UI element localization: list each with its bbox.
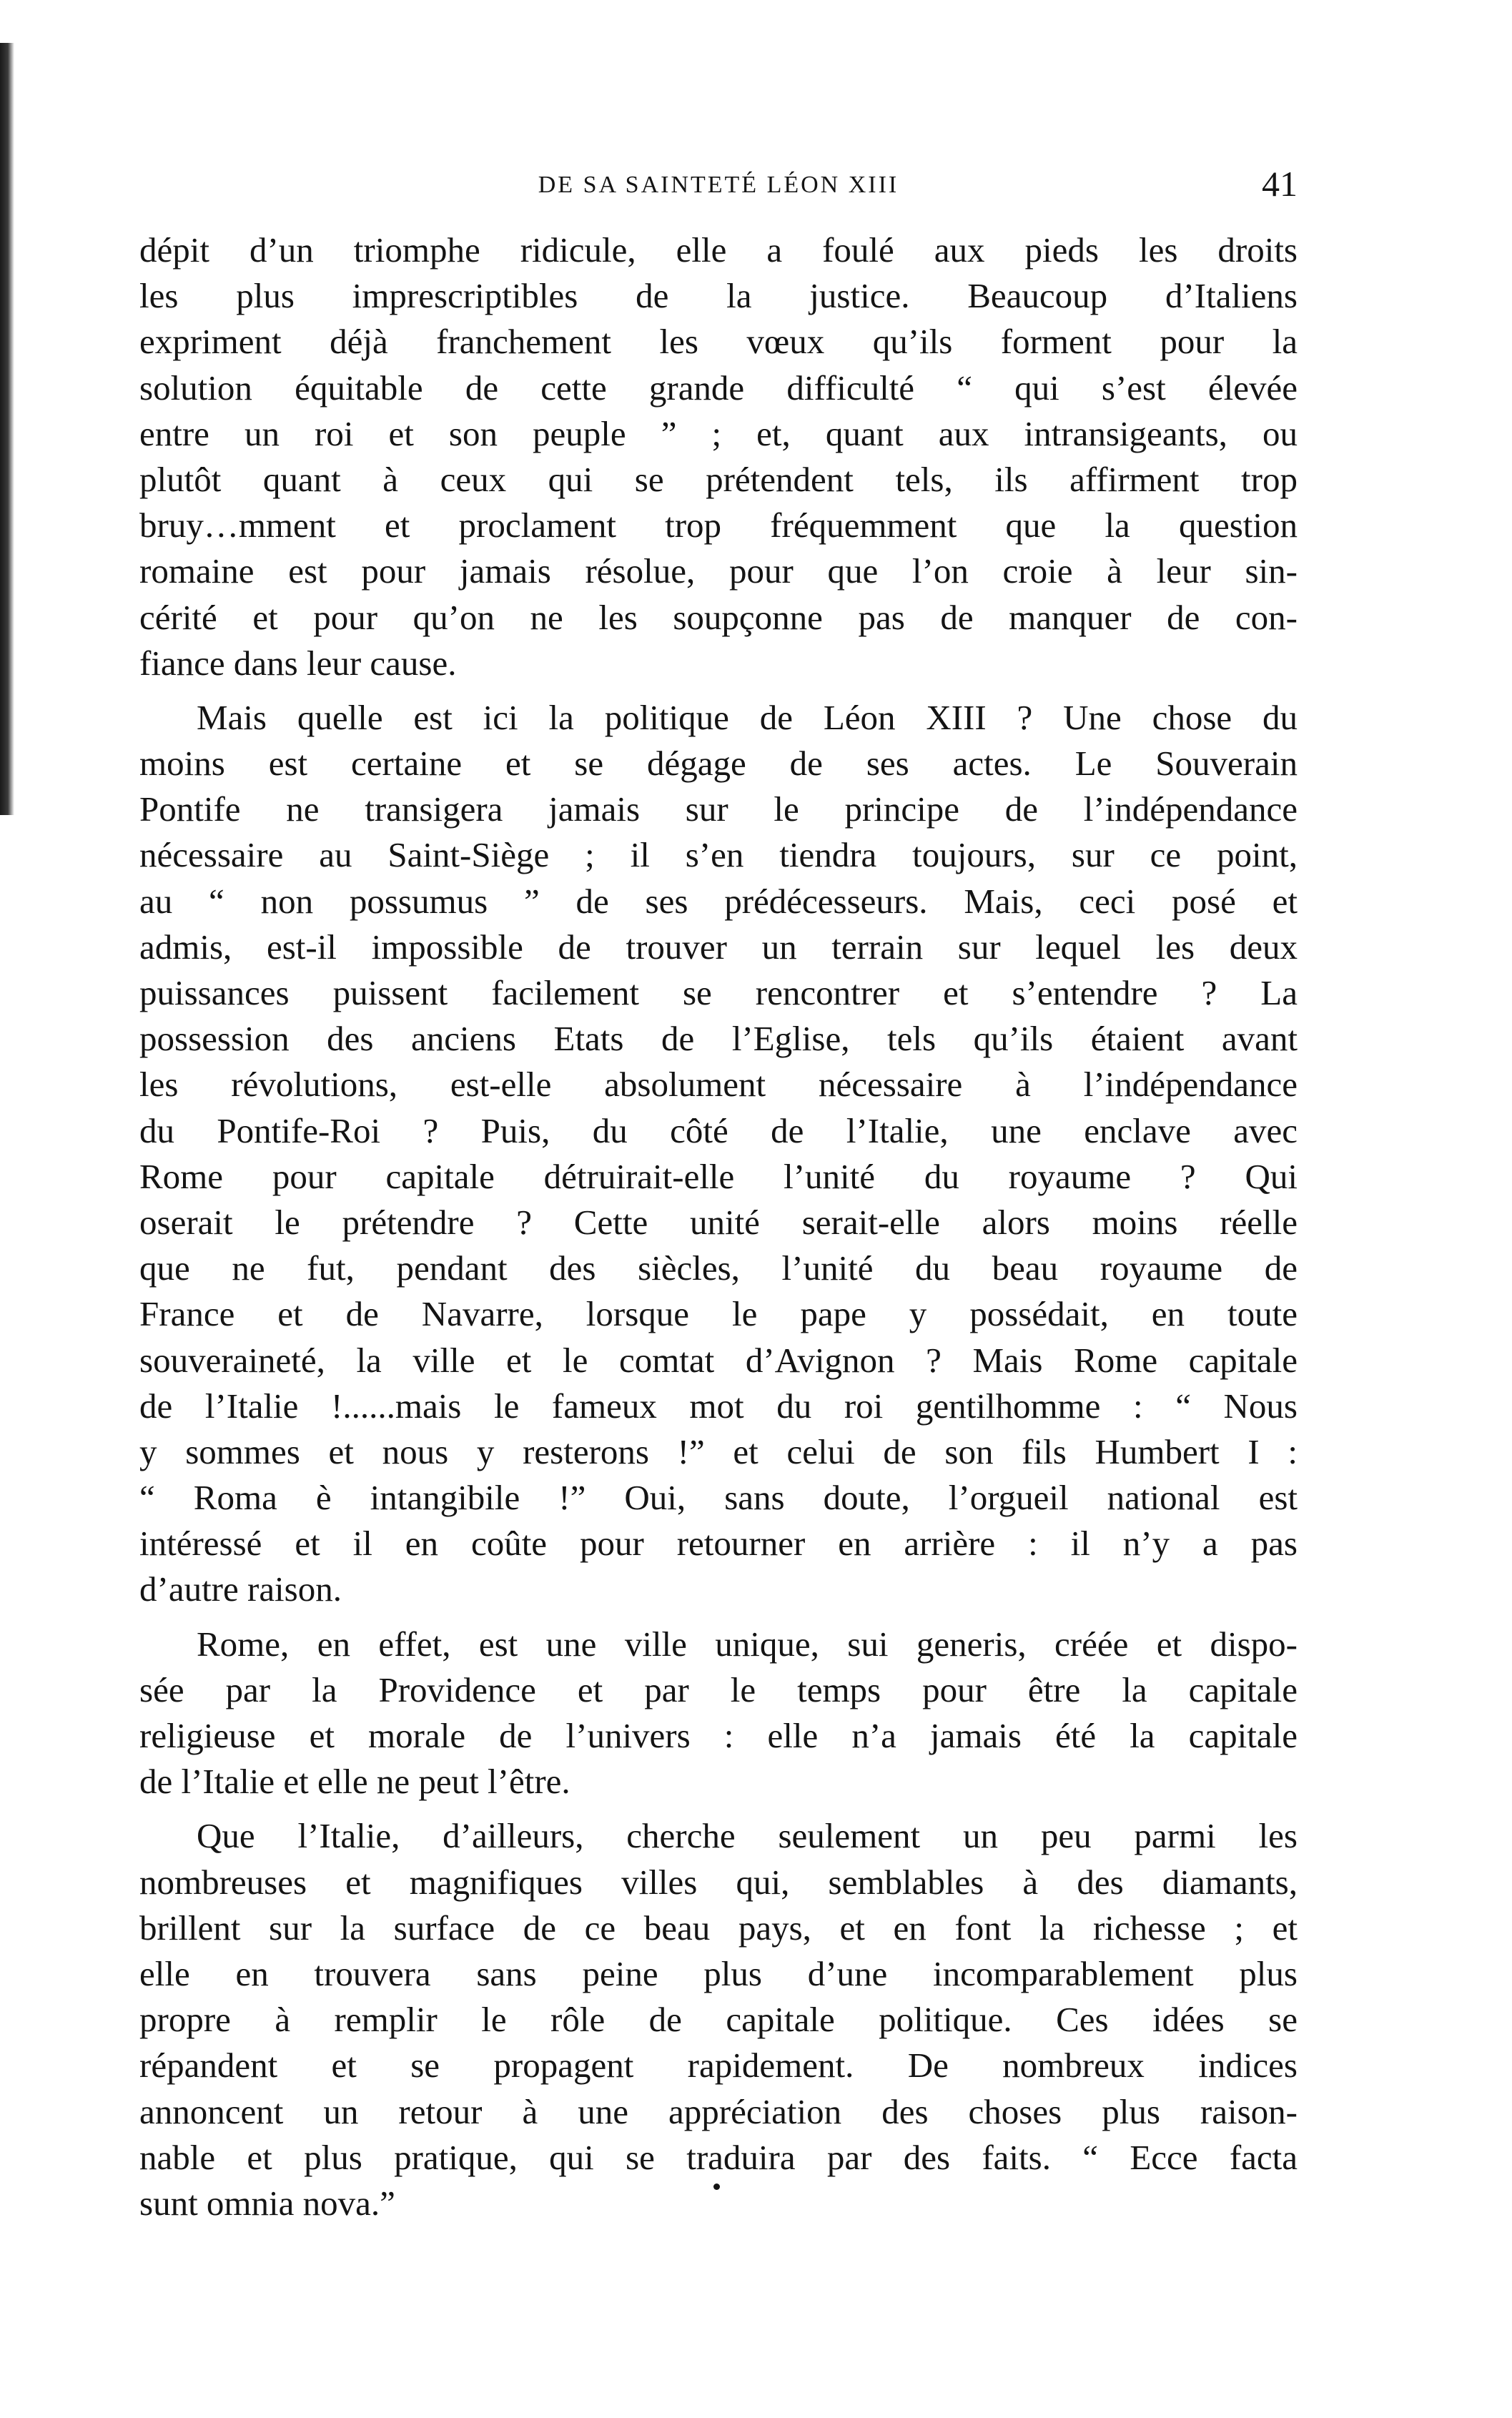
scan-edge-shadow xyxy=(0,43,14,815)
text-line: cérité et pour qu’on ne les soupçonne pas de manquer de con- xyxy=(139,597,1298,637)
running-title: DE SA SAINTETÉ LÉON XIII xyxy=(538,172,899,198)
text-line: solution équitable de cette grande difficulté “ qui s’est élevée xyxy=(139,367,1298,408)
text-line: sunt omnia nova.” xyxy=(139,2183,395,2223)
text-line: nécessaire au Saint-Siège ; il s’en tiendra toujours, sur ce point, xyxy=(139,835,1298,875)
text-line: annoncent un retour à une appréciation des choses plus raison- xyxy=(139,2091,1298,2131)
text-line: nable et plus pratique, qui se traduira par des faits. “ Ecce facta xyxy=(139,2137,1298,2177)
text-line: propre à remplir le rôle de capitale politique. Ces idées se xyxy=(139,2000,1298,2040)
text-line: d’autre raison. xyxy=(139,1569,342,1609)
paragraph-1 xyxy=(139,227,1298,686)
text-line: moins est certaine et se dégage de ses actes. Le Souverain xyxy=(139,744,1298,784)
text-line: Rome, en effet, est une ville unique, sui generis, créée et dispo- xyxy=(197,1624,1298,1664)
text-line: dépit d’un triomphe ridicule, elle a foulé aux pieds les droits xyxy=(139,230,1298,270)
paragraph-4 xyxy=(139,1813,1298,2226)
text-line: les révolutions, est-elle absolument nécessaire à l’indépendance xyxy=(139,1065,1298,1105)
text-line: elle en trouvera sans peine plus d’une incomparablement plus xyxy=(139,1953,1298,1993)
text-line: répandent et se propagent rapidement. De nombreux indices xyxy=(139,2046,1298,2086)
paragraph-gap xyxy=(139,1805,1298,1813)
text-line: plutôt quant à ceux qui se prétendent tels, ils affirment trop xyxy=(139,459,1298,499)
text-line: du Pontife-Roi ? Puis, du côté de l’Italie, une enclave avec xyxy=(139,1110,1298,1150)
text-line: religieuse et morale de l’univers : elle n’a jamais été la capitale xyxy=(139,1716,1298,1755)
text-line: romaine est pour jamais résolue, pour que l’on croie à leur sin- xyxy=(139,551,1298,591)
text-line: sée par la Providence et par le temps pour être la capitale xyxy=(139,1669,1298,1709)
text-line: nombreuses et magnifiques villes qui, semblables à des diamants, xyxy=(139,1862,1298,1902)
text-line: les plus imprescriptibles de la justice. Beaucoup d’Italiens xyxy=(139,276,1298,316)
text-body xyxy=(139,227,1298,2226)
paragraph-2 xyxy=(139,695,1298,1613)
ink-dot xyxy=(713,2183,720,2190)
text-line: de l’Italie !......mais le fameux mot du roi gentilhomme : “ Nous xyxy=(139,1386,1298,1426)
text-line: admis, est-il impossible de trouver un terrain sur lequel les deux xyxy=(139,927,1298,967)
text-line: souveraineté, la ville et le comtat d’Avignon ? Mais Rome capitale xyxy=(139,1340,1298,1380)
text-line: “ Roma è intangibile !” Oui, sans doute, l’orgueil national est xyxy=(139,1478,1298,1518)
text-line: oserait le prétendre ? Cette unité serait-elle alors moins réelle xyxy=(139,1202,1298,1242)
page-header xyxy=(139,163,1298,213)
text-line: de l’Italie et elle ne peut l’être. xyxy=(139,1762,570,1802)
text-line: entre un roi et son peuple ” ; et, quant aux intransigeants, ou xyxy=(139,413,1298,453)
text-line: Pontife ne transigera jamais sur le principe de l’indépendance xyxy=(139,789,1298,829)
text-line: Mais quelle est ici la politique de Léon XIII ? Une chose du xyxy=(197,697,1298,737)
text-line: bruy…mment et proclament trop fréquemment que la question xyxy=(139,505,1298,546)
text-line: au “ non possumus ” de ses prédécesseurs. Mais, ceci posé et xyxy=(139,881,1298,921)
text-line: France et de Navarre, lorsque le pape y possédait, en toute xyxy=(139,1294,1298,1334)
text-line: puissances puissent facilement se rencontrer et s’entendre ? La xyxy=(139,973,1298,1012)
text-line: Que l’Italie, d’ailleurs, cherche seulement un peu parmi les xyxy=(197,1816,1298,1856)
text-line: Rome pour capitale détruirait-elle l’unité du royaume ? Qui xyxy=(139,1156,1298,1196)
text-line: intéressé et il en coûte pour retourner en arrière : il n’y a pas xyxy=(139,1524,1298,1564)
text-line: expriment déjà franchement les vœux qu’ils forment pour la xyxy=(139,322,1298,362)
text-line: fiance dans leur cause. xyxy=(139,643,457,683)
text-line: y sommes et nous y resterons !” et celui de son fils Humbert I : xyxy=(139,1431,1298,1471)
text-line: brillent sur la surface de ce beau pays, et en font la richesse ; et xyxy=(139,1908,1298,1948)
page-number: 41 xyxy=(1262,164,1298,204)
paragraph-gap xyxy=(139,1613,1298,1622)
text-line: possession des anciens Etats de l’Eglise, tels qu’ils étaient avant xyxy=(139,1019,1298,1059)
paragraph-3 xyxy=(139,1622,1298,1805)
text-line: que ne fut, pendant des siècles, l’unité du beau royaume de xyxy=(139,1248,1298,1288)
paragraph-gap xyxy=(139,686,1298,695)
